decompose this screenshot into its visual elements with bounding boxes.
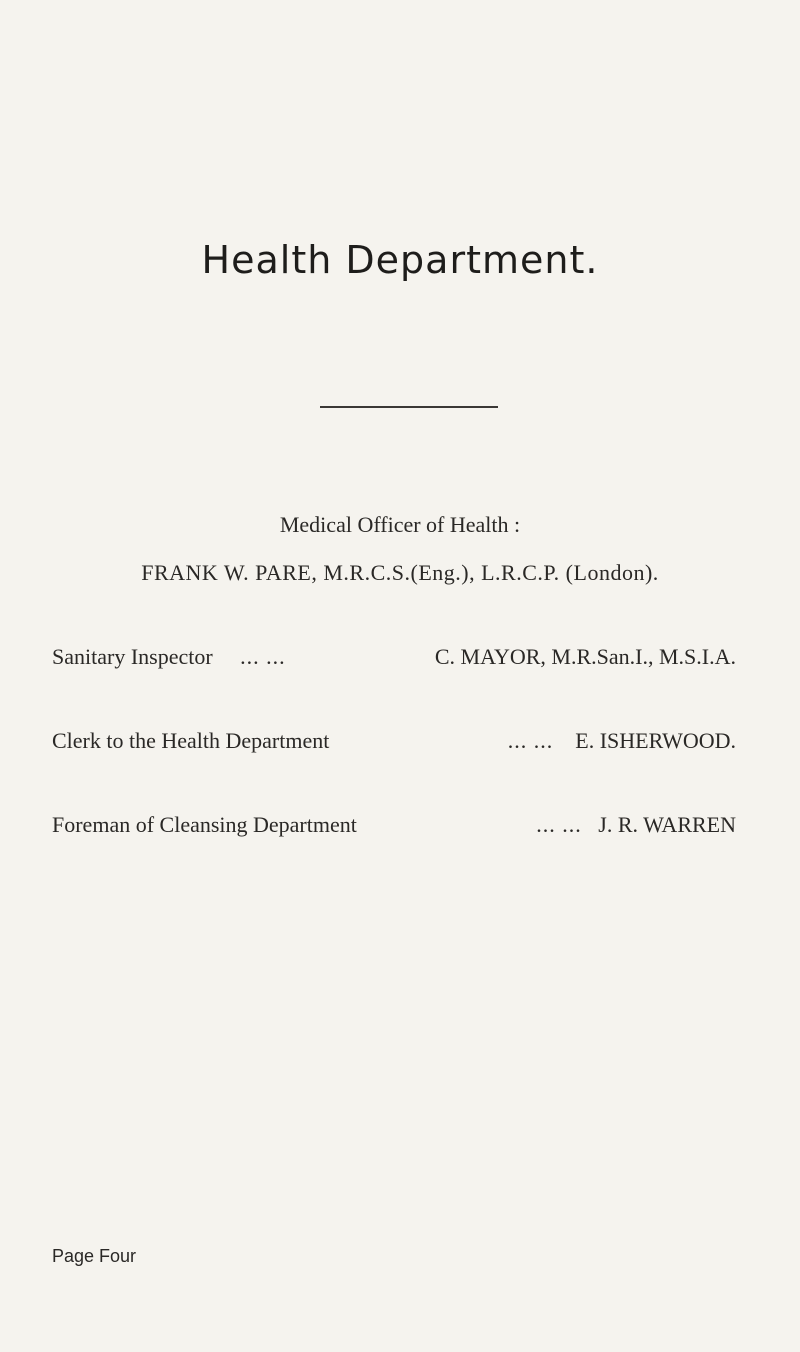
staff-name: J. R. WARREN <box>598 812 736 837</box>
leader-dots: ... ... <box>536 812 582 837</box>
leader-dots: ... ... <box>507 728 554 753</box>
staff-row-foreman <box>52 812 736 838</box>
leader-dots: ... ... <box>240 644 286 669</box>
staff-name: E. ISHERWOOD. <box>575 728 736 753</box>
staff-role: Sanitary Inspector <box>52 644 213 669</box>
title-divider <box>320 406 498 408</box>
staff-role: Clerk to the Health Department <box>52 728 330 753</box>
staff-row-clerk <box>52 728 736 754</box>
medical-officer-label: Medical Officer of Health : <box>279 512 521 537</box>
page-title: Health Department. <box>201 238 599 282</box>
medical-officer-name: FRANK W. PARE, M.R.C.S.(Eng.), L.R.C.P. (London). <box>141 560 659 585</box>
staff-name: C. MAYOR, M.R.San.I., M.S.I.A. <box>434 644 736 669</box>
page-number: Page Four <box>52 1246 137 1266</box>
staff-role: Foreman of Cleansing Department <box>52 812 357 837</box>
staff-row-sanitary-inspector <box>52 644 736 670</box>
